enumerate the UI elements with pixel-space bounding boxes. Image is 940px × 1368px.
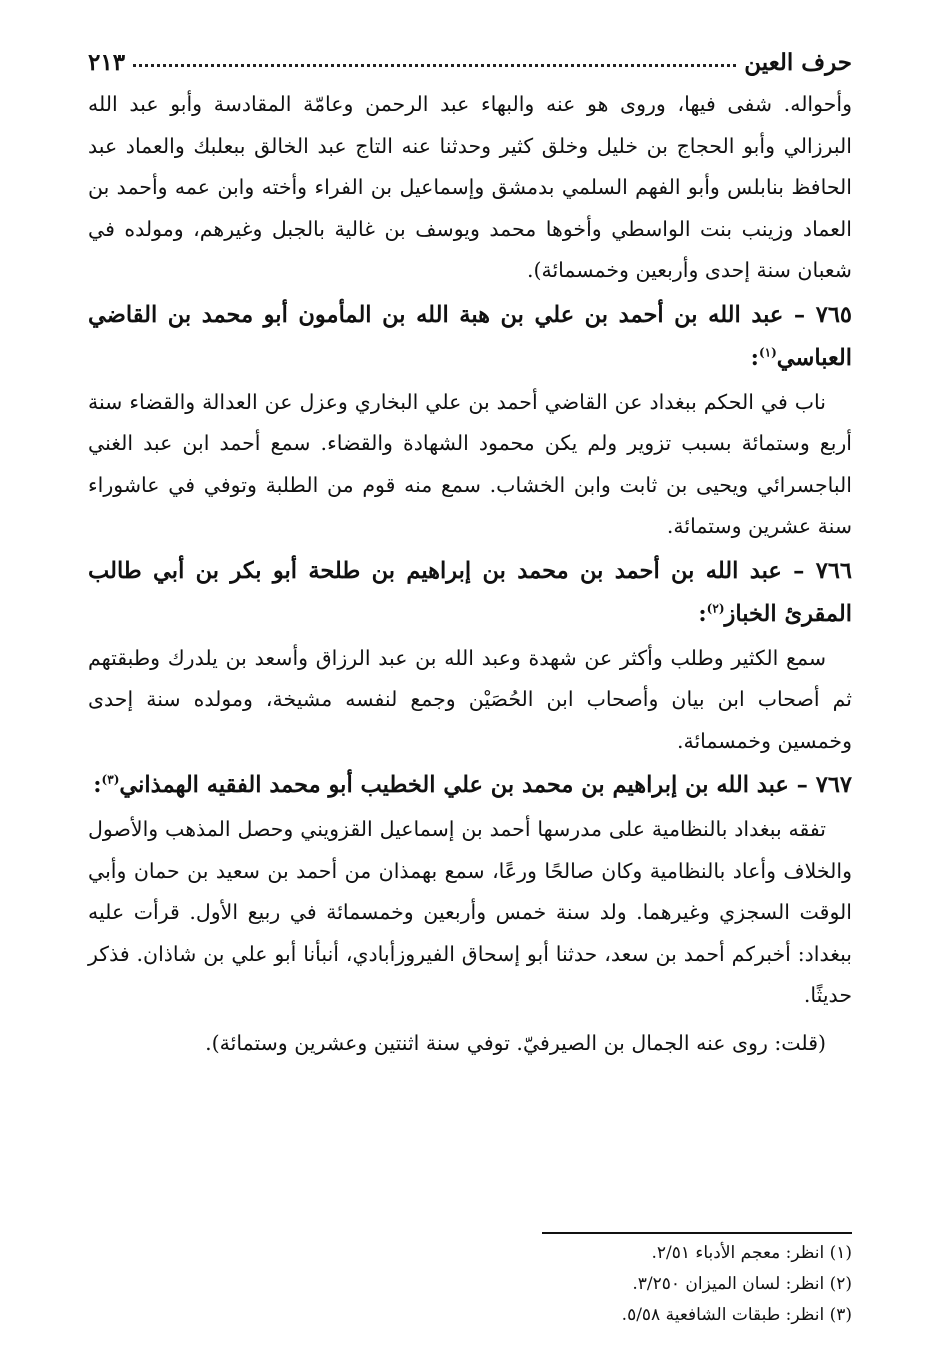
entry-body-766: سمع الكثير وطلب وأكثر عن شهدة وعبد الله بن عبد الرزاق وأسعد بن يلدرك وطبقتهم ثم أصحاب ابن بيان وأصحاب ابن الحُصَيْن وجمع لنفسه مشيخة، ومولده سنة إحدى وخمسين وخمسمائة. bbox=[88, 645, 852, 753]
footnote-1: (١) انظر: معجم الأدباء ٢/٥١. bbox=[651, 1243, 852, 1263]
footnote-ref-1: (١) bbox=[758, 345, 777, 359]
page-number: ٢١٣ bbox=[88, 49, 126, 76]
entry-title-766: ٧٦٦ – عبد الله بن أحمد بن محمد بن إبراهيم بن طلحة أبو بكر بن أبي طالب المقرئ الخباز bbox=[88, 557, 852, 627]
footnote-rule bbox=[542, 1232, 852, 1234]
header-dot-leader bbox=[133, 64, 736, 67]
footnote-ref-3: (٣) bbox=[101, 772, 120, 787]
entry-title-767: ٧٦٧ – عبد الله بن إبراهيم بن محمد بن علي الخطيب أبو محمد الفقيه الهمذاني bbox=[119, 772, 852, 798]
entry-note-767: (قلت: روى عنه الجمال بن الصيرفيّ. توفي سنة اثنتين وعشرين وستمائة). bbox=[205, 1030, 826, 1055]
entry-colon-767: : bbox=[93, 772, 102, 798]
entry-colon-765: : bbox=[750, 344, 759, 371]
entry-title-765: ٧٦٥ – عبد الله بن أحمد بن علي بن هبة الله بن المأمون أبو محمد بن القاضي العباسي bbox=[88, 301, 852, 371]
entry-body-767: تفقه ببغداد بالنظامية على مدرسها أحمد بن إسماعيل القزويني وحصل المذهب والأصول والخلاف وأعاد بالنظامية وكان صالحًا ورعًا، سمع بهمذان من أحمد بن سعيد بن حمان وأبي الوقت السجزي وغيرهما. ولد سنة خمس وأربعين وخمسمائة في ربيع الأول. قرأت عليه ببغداد: أخبركم أحمد بن سعد، حدثنا أبو إسحاق الفيروزأبادي، أنبأنا أبو علي بن شاذان. فذكر حديثًا. bbox=[88, 817, 852, 1007]
footnote-3: (٣) انظر: طبقات الشافعية ٥/٥٨. bbox=[621, 1305, 852, 1325]
footnotes bbox=[132, 1232, 852, 1331]
main-text bbox=[88, 84, 852, 1064]
running-header bbox=[88, 36, 852, 76]
entry-heading-765 bbox=[88, 294, 852, 380]
chapter-title: حرف العين bbox=[744, 49, 852, 76]
entry-colon-766: : bbox=[698, 600, 707, 627]
footnote-ref-2: (٢) bbox=[706, 601, 725, 615]
entry-heading-766 bbox=[88, 550, 852, 636]
paragraph-continuation: وأحواله. شفى فيها، وروى هو عنه والبهاء عبد الرحمن وعامّة المقادسة وأبو عبد الله البرزالي وأبو الحجاج بن خليل وخلق كثير وحدثنا عنه التاج عبد الخالق ببعلبك والعماد عبد الحافظ بنابلس وأبو الفهم السلمي بدمشق وإسماعيل بن الفراء وأخته وابن عمه وأحمد بن العماد وزينب بنت الواسطي وأخوها محمد ويوسف بن غالية بالجبل وغيرهم، ومولده في شعبان سنة إحدى وأربعين وخمسمائة). bbox=[88, 92, 852, 282]
entry-body-765: ناب في الحكم ببغداد عن القاضي أحمد بن علي البخاري وعزل عن العدالة والقضاء سنة أربع وستمائة بسبب تزوير ولم يكن محمود الشهادة والقضاء. سمع أحمد ابن عبد الغني الباجسرائي ويحيى بن ثابت وابن الخشاب. سمع منه قوم من الطلبة وتوفي في عاشوراء سنة عشرين وستمائة. bbox=[88, 389, 852, 538]
entry-heading-767 bbox=[88, 764, 852, 807]
footnote-2: (٢) انظر: لسان الميزان ٣/٢٥٠. bbox=[632, 1274, 852, 1294]
